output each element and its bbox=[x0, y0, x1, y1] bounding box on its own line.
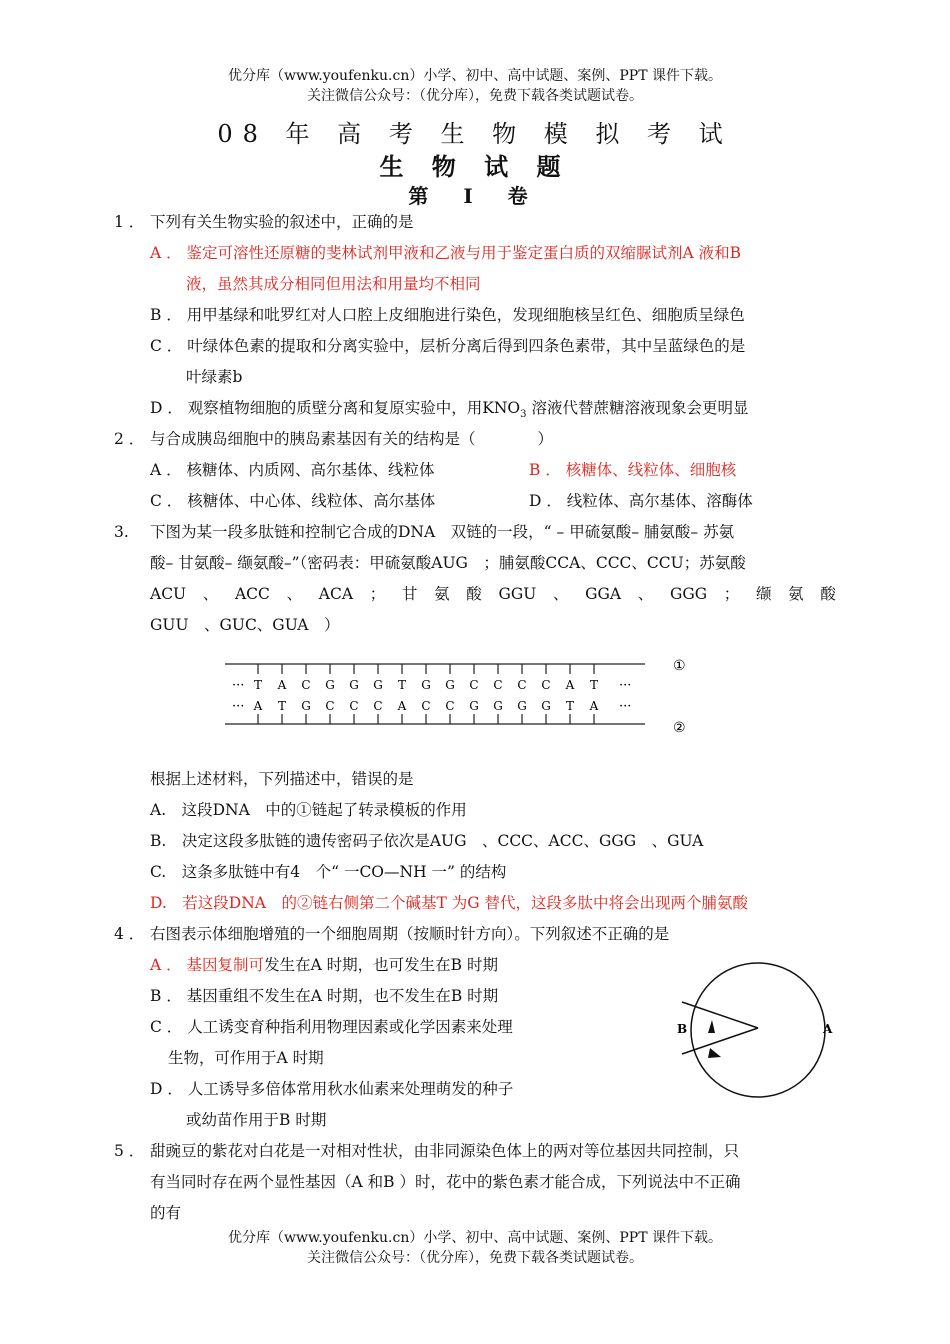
dna-strand-2-base: G bbox=[517, 699, 527, 713]
dna-strand-1-base: C bbox=[517, 678, 527, 692]
cell-cycle-figure bbox=[668, 962, 848, 1102]
q4-option-d-line1: D ． 人工诱导多倍体常用秋水仙素来处理萌发的种子 bbox=[150, 1080, 514, 1098]
q3-stem-line4: GUU 、GUC、GUA ） bbox=[150, 616, 340, 634]
cell-cycle-radius-lower bbox=[682, 1028, 758, 1054]
dna-strand-1-base: G bbox=[373, 678, 383, 692]
clockwise-arrow-upper bbox=[708, 1020, 715, 1033]
q1-stem: 下列有关生物实验的叙述中，正确的是 bbox=[150, 213, 414, 231]
q5-line1: 甜豌豆的紫花对白花是一对相对性状，由非同源染色体上的两对等位基因共同控制，只 bbox=[150, 1142, 740, 1160]
q3-lead: 根据上述材料，下列描述中，错误的是 bbox=[150, 770, 414, 788]
dna-strand-2-base: C bbox=[445, 699, 455, 713]
dna-strand-2-base: T bbox=[565, 699, 575, 713]
q2-option-a: A ． 核糖体、内质网、高尔基体、线粒体 bbox=[150, 461, 435, 479]
q1-option-a-line1: A ． 鉴定可溶性还原糖的斐林试剂甲液和乙液与用于鉴定蛋白质的双缩脲试剂A 液和B bbox=[150, 244, 742, 262]
q4-option-a bbox=[150, 954, 498, 976]
q4-stem: 右图表示体细胞增殖的一个细胞周期（按顺时针方向）。下列叙述不正确的是 bbox=[150, 925, 670, 943]
dna-strand-2-base: C bbox=[421, 699, 431, 713]
q4-option-b: B ． 基因重组不发生在A 时期，也不发生在B 时期 bbox=[150, 987, 499, 1005]
dna-label-1: ① bbox=[673, 658, 686, 674]
dna-strand-1-base: C bbox=[469, 678, 479, 692]
dna-strand-2-base: T bbox=[277, 699, 287, 713]
q3-stem-line3 bbox=[150, 583, 836, 605]
dna-strand-1-base: C bbox=[541, 678, 551, 692]
q3-stem-line3-token: 氨 bbox=[788, 585, 804, 603]
q5-number: 5 ． bbox=[114, 1142, 145, 1160]
q3-number: 3. bbox=[114, 523, 129, 541]
dna-strand-1-base: A bbox=[565, 678, 575, 692]
dna-strand-1-base: C bbox=[493, 678, 503, 692]
dna-strand-2-base: C bbox=[373, 699, 383, 713]
dna-strand-1-base: G bbox=[349, 678, 359, 692]
phase-b-label: B bbox=[677, 1022, 688, 1036]
q2-option-d: D ． 线粒体、高尔基体、溶酶体 bbox=[529, 492, 753, 510]
q3-stem-line3-token: 、 bbox=[202, 585, 219, 603]
q2-stem: 与合成胰岛细胞中的胰岛素基因有关的结构是（ ） bbox=[150, 430, 554, 448]
q2-option-c: C ． 核糖体、中心体、线粒体、高尔基体 bbox=[150, 492, 436, 510]
header-line-1: 优分库（www.youfenku.cn）小学、初中、高中试题、案例、PPT 课件下载。 bbox=[227, 68, 722, 84]
q5-line2: 有当同时存在两个显性基因（A 和B ）时，花中的紫色素才能合成，下列说法中不正确 bbox=[150, 1173, 741, 1191]
dna-strand-2-base: A bbox=[253, 699, 263, 713]
dna-strand-1-base: G bbox=[325, 678, 335, 692]
footer-line-2: 关注微信公众号：（优分库），免费下载各类试题试卷。 bbox=[307, 1250, 643, 1266]
q1-option-c-line1: C ． 叶绿体色素的提取和分离实验中，层析分离后得到四条色素带，其中呈蓝绿色的是 bbox=[150, 337, 746, 355]
q4-option-a-highlight: A ． 基因复制可 bbox=[150, 956, 265, 974]
q3-stem-line3-token: ACU bbox=[150, 585, 187, 603]
q3-stem-line3-token: 甘 bbox=[401, 585, 418, 603]
dna-strand-1-base: T bbox=[397, 678, 407, 692]
q3-option-d: D. 若这段DNA 的②链右侧第二个碱基T 为G 替代，这段多肽中将会出现两个脯氨酸 bbox=[150, 894, 749, 912]
q3-stem-line2: 酸– 甘氨酸– 缬氨酸–”（密码表：甲硫氨酸AUG ；脯氨酸CCA、CCC、CCU；苏氨酸 bbox=[150, 554, 746, 572]
dna-strand-1-base: G bbox=[421, 678, 431, 692]
q3-stem-line3-token: ACA bbox=[318, 585, 354, 603]
q1-number: 1 ． bbox=[114, 213, 145, 231]
volume-title: 第 Ⅰ 卷 bbox=[408, 184, 542, 208]
dna-figure bbox=[215, 650, 695, 740]
q3-stem-line3-token: GGU bbox=[498, 585, 537, 603]
dna-strand-2-base: A bbox=[589, 699, 599, 713]
dna-strand-1-base: A bbox=[277, 678, 287, 692]
q4-option-c-line1: C ． 人工诱变育种指利用物理因素或化学因素来处理 bbox=[150, 1018, 513, 1036]
dna-dots-left-1: ··· bbox=[232, 678, 245, 693]
q3-stem-line3-token: GGA bbox=[585, 585, 622, 603]
q1-option-b: B ． 用甲基绿和吡罗红对人口腔上皮细胞进行染色，发现细胞核呈红色、细胞质呈绿色 bbox=[150, 306, 745, 324]
q3-stem-line3-token: 缬 bbox=[755, 585, 772, 603]
dna-strand-2-base: C bbox=[325, 699, 335, 713]
header-line-2: 关注微信公众号：（优分库），免费下载各类试题试卷。 bbox=[307, 88, 643, 104]
q3-stem-line3-token: ； bbox=[369, 585, 386, 603]
q3-stem-line3-token: 、 bbox=[552, 585, 569, 603]
q3-stem-line3-token: ； bbox=[723, 585, 740, 603]
phase-a-label: A bbox=[823, 1022, 833, 1036]
dna-strand-1-base: G bbox=[445, 678, 455, 692]
dna-strand-1-base: T bbox=[253, 678, 263, 692]
q1-option-d bbox=[150, 397, 748, 426]
dna-dots-right-1: ··· bbox=[619, 678, 632, 693]
q3-stem-line3-token: 氨 bbox=[434, 585, 450, 603]
subject-title: 生 物 试 题 bbox=[379, 152, 571, 181]
dna-strand-2-base: A bbox=[397, 699, 407, 713]
q1-option-c-line2: 叶绿素b bbox=[186, 368, 243, 386]
q3-stem-line3-token: GGG bbox=[669, 585, 708, 603]
q3-stem-line1: 下图为某一段多肽链和控制它合成的DNA 双链的一段，“ – 甲硫氨酸– 脯氨酸– 苏氨 bbox=[150, 523, 735, 541]
q3-stem-line3-token: 、 bbox=[637, 585, 654, 603]
q1-option-a-line2: 液，虽然其成分相同但用法和用量均不相同 bbox=[186, 275, 481, 293]
dna-strand-2-base: G bbox=[493, 699, 503, 713]
q3-option-c: C. 这条多肽链中有4 个“ 一CO—NH 一” 的结构 bbox=[150, 863, 507, 881]
dna-dots-right-2: ··· bbox=[619, 699, 632, 714]
dna-dots-left-2: ··· bbox=[232, 699, 245, 714]
dna-strand-1-base: T bbox=[589, 678, 599, 692]
dna-strand-2-base: G bbox=[469, 699, 479, 713]
exam-title: 08 年 高 考 生 物 模 拟 考 试 bbox=[217, 120, 733, 148]
q4-number: 4 ． bbox=[114, 925, 145, 943]
q3-option-b: B. 决定这段多肽链的遗传密码子依次是AUG 、CCC、ACC、GGG 、GUA bbox=[150, 832, 704, 850]
dna-strand-2-base: G bbox=[541, 699, 551, 713]
q4-option-d-line2: 或幼苗作用于B 时期 bbox=[186, 1111, 327, 1129]
q3-stem-line3-token: ACC bbox=[234, 585, 270, 603]
dna-label-2: ② bbox=[673, 720, 686, 736]
dna-strand-1-base: C bbox=[301, 678, 311, 692]
q1-option-d-text: D ． 观察植物细胞的质壁分离和复原实验中，用KNO bbox=[150, 399, 521, 417]
q3-option-a: A. 这段DNA 中的①链起了转录模板的作用 bbox=[150, 801, 467, 819]
q3-stem-line3-token: 酸 bbox=[820, 585, 836, 603]
q1-option-d-subscript: 3 bbox=[520, 409, 527, 421]
q3-stem-line3-token: 、 bbox=[286, 585, 303, 603]
q2-number: 2 ． bbox=[114, 430, 145, 448]
q1-option-d-tail: 溶液代替蔗糖溶液现象会更明显 bbox=[526, 399, 749, 417]
q3-stem-line3-token: 酸 bbox=[466, 585, 482, 603]
footer-line-1: 优分库（www.youfenku.cn）小学、初中、高中试题、案例、PPT 课件下载。 bbox=[227, 1230, 722, 1246]
q4-option-c-line2: 生物，可作用于A 时期 bbox=[168, 1049, 324, 1067]
q4-option-a-rest: 发生在A 时期，也可发生在B 时期 bbox=[264, 956, 499, 974]
q2-option-b: B ． 核糖体、线粒体、细胞核 bbox=[529, 461, 737, 479]
dna-strand-2-base: C bbox=[349, 699, 359, 713]
clockwise-arrow-lower bbox=[708, 1048, 721, 1058]
q5-line3: 的有 bbox=[150, 1204, 182, 1222]
dna-strand-2-base: G bbox=[301, 699, 311, 713]
